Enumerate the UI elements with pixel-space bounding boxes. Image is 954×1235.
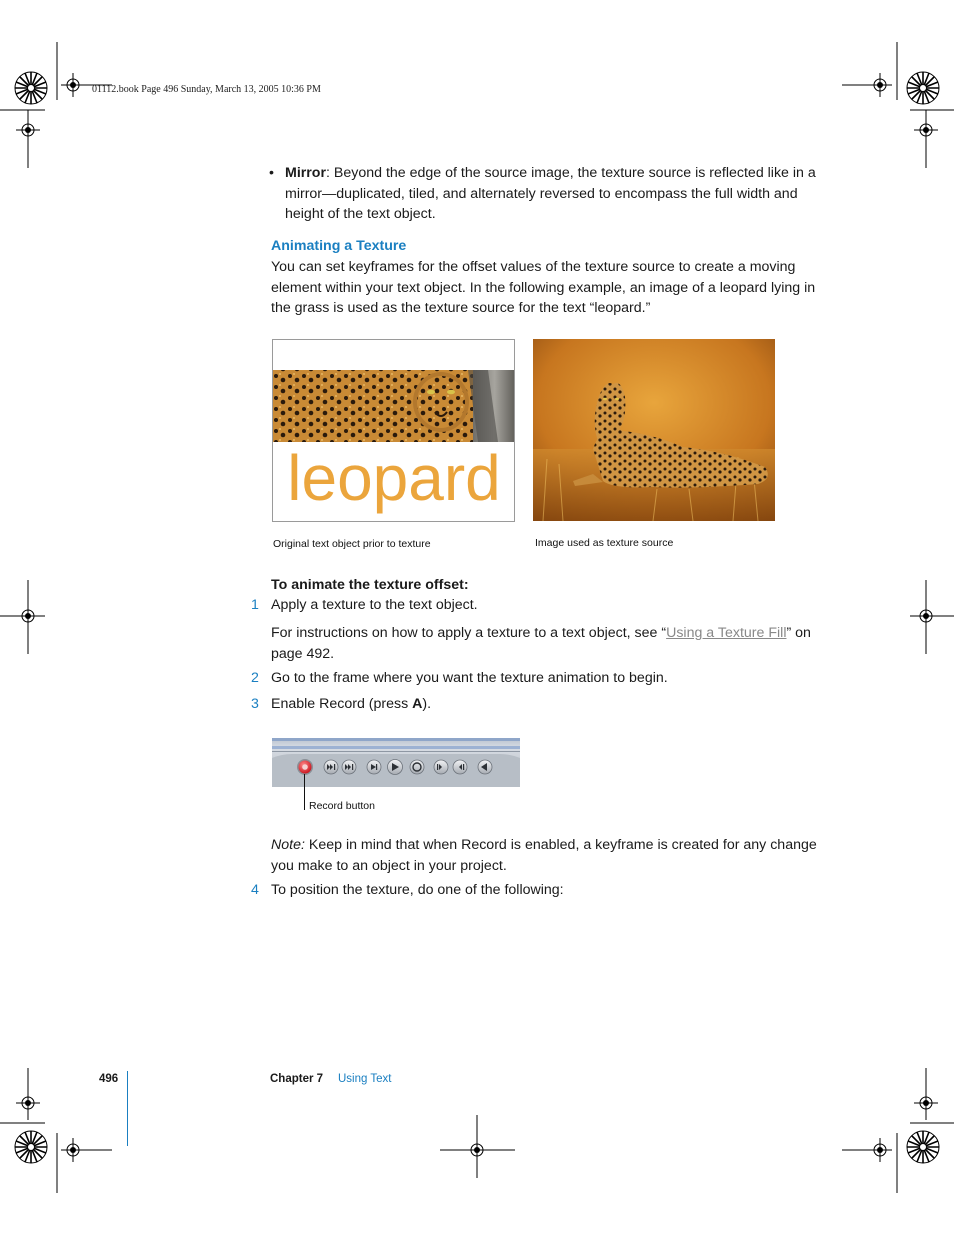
figure-texture-source: [533, 339, 775, 521]
step-text: Go to the frame where you want the texture animation to begin.: [271, 670, 668, 686]
leopard-strip-image: [273, 340, 515, 522]
figure-text-object: [272, 339, 515, 522]
section-heading: Animating a Texture: [271, 238, 407, 254]
step-number: 4: [251, 882, 259, 898]
link-using-texture-fill[interactable]: Using a Texture Fill: [666, 625, 787, 641]
step-number: 2: [251, 670, 259, 686]
instructions-after: ” on page 492.: [271, 625, 811, 662]
page-number: 496: [99, 1073, 119, 1085]
caption-original-text: Original text object prior to texture: [273, 538, 431, 550]
caption-texture-source: Image used as texture source: [535, 537, 674, 549]
callout-line: [304, 774, 305, 810]
caption-record-button: Record button: [309, 800, 375, 812]
footer-divider: [127, 1071, 128, 1146]
note-paragraph: [271, 835, 827, 876]
step-number: 3: [251, 696, 259, 712]
bullet-dot: •: [269, 165, 274, 181]
step-text: [271, 696, 431, 712]
note-label: Note:: [271, 837, 305, 853]
transport-controls: [272, 738, 520, 787]
bullet-term: Mirror: [285, 165, 326, 181]
bullet-text: : Beyond the edge of the source image, the texture source is reflected like in a mirror—duplicated, tiled, and alternately reversed to encompass the full width and height of the text object.: [285, 165, 816, 222]
step-text: Apply a texture to the text object.: [271, 597, 478, 613]
task-heading: To animate the texture offset:: [271, 577, 469, 593]
step-1-instructions: [271, 623, 827, 664]
print-header: 01112.book Page 496 Sunday, March 13, 2005 10:36 PM: [92, 84, 321, 95]
note-text: Keep in mind that when Record is enabled, a keyframe is created for any change you make to an object in your project.: [271, 837, 817, 874]
footer-chapter-title[interactable]: Using Text: [338, 1073, 392, 1085]
section-paragraph: You can set keyframes for the offset values of the texture source to create a moving element within your text object. In the following example, an image of a leopard lying in the grass is used as the texture source for the text “leopard.”: [271, 259, 816, 316]
step-number: 1: [251, 597, 259, 613]
instructions-before: For instructions on how to apply a texture to a text object, see “: [271, 625, 667, 641]
leopard-word: leopard: [287, 442, 501, 514]
shortcut-key: A: [412, 696, 423, 712]
record-button[interactable]: [297, 759, 313, 775]
leopard-photo: [533, 339, 775, 521]
step-text-after: ).: [422, 696, 432, 712]
step-text-before: Enable Record (press: [271, 696, 413, 712]
footer-chapter: Chapter 7: [270, 1073, 324, 1085]
bullet-body: [285, 163, 825, 225]
step-text: To position the texture, do one of the following:: [271, 882, 564, 898]
